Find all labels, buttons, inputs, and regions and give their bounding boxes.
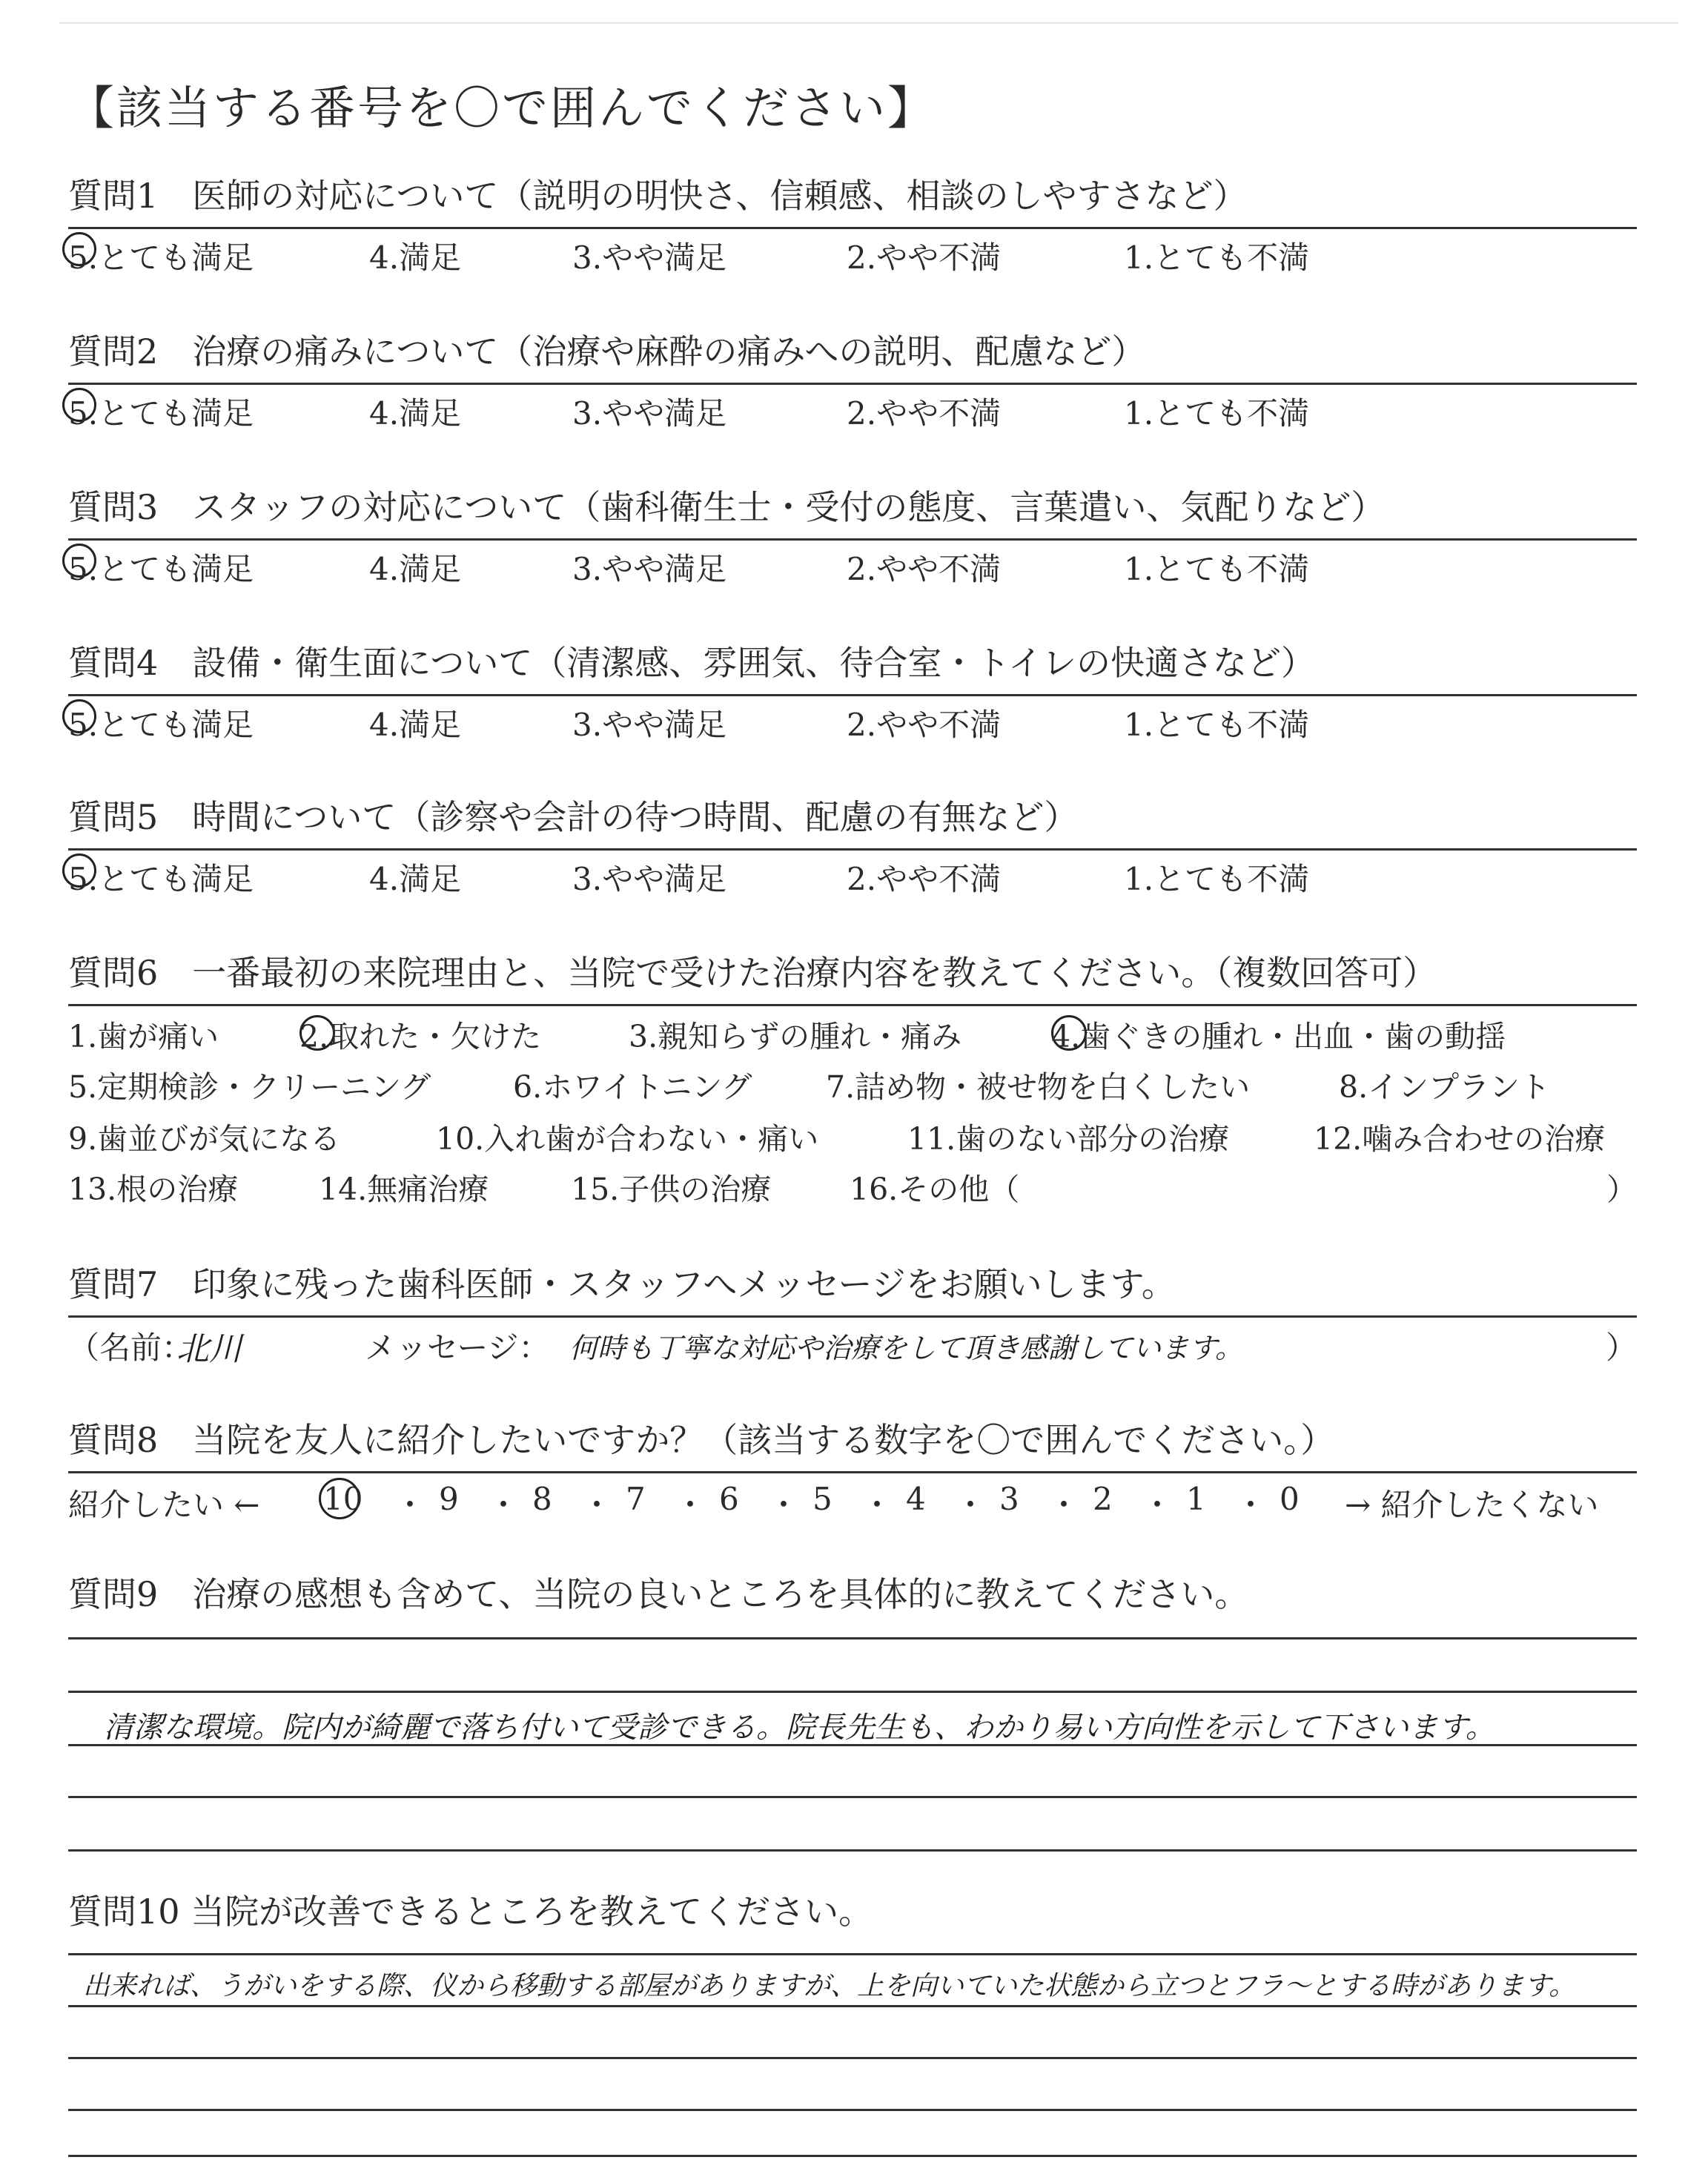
- scale-dot: ・: [581, 1487, 613, 1523]
- recommend-left-label: 紹介したい ←: [68, 1487, 260, 1523]
- name-label: （名前：: [68, 1330, 193, 1366]
- scale-10[interactable]: 10: [323, 1481, 363, 1517]
- scale-dot: ・: [1142, 1487, 1174, 1523]
- scale-dot: ・: [955, 1487, 987, 1523]
- writing-line: [68, 1691, 1637, 1693]
- question-9: [68, 1571, 1637, 1618]
- option-10[interactable]: 10.入れ歯が合わない・痛い: [436, 1121, 819, 1157]
- choice-5[interactable]: 5.とても満足: [68, 240, 254, 276]
- writing-line: [68, 1637, 1637, 1639]
- option-16[interactable]: 16.その他（: [850, 1172, 1020, 1207]
- scale-dot: ・: [1235, 1487, 1267, 1523]
- option-4[interactable]: 4.歯ぐきの腫れ・出血・歯の動揺: [1051, 1019, 1506, 1054]
- choice-3[interactable]: 3.やや満足: [572, 395, 727, 432]
- page-title: 【該当する番号を〇で囲んでください】: [68, 81, 936, 135]
- choice-3[interactable]: 3.やや満足: [572, 240, 727, 276]
- choice-3[interactable]: 3.やや満足: [572, 551, 727, 587]
- scale-7[interactable]: 7: [626, 1481, 646, 1517]
- scale-3[interactable]: 3: [999, 1481, 1019, 1517]
- recommend-right-label: → 紹介したくない: [1345, 1487, 1599, 1523]
- choice-2[interactable]: 2.やや不満: [847, 240, 1002, 276]
- choice-2[interactable]: 2.やや不満: [847, 861, 1002, 897]
- rating-choices: [68, 851, 1637, 895]
- writing-line: [68, 1744, 1637, 1746]
- option-13[interactable]: 13.根の治療: [68, 1172, 239, 1207]
- choice-5[interactable]: 5.とても満足: [68, 707, 254, 743]
- name-handwriting[interactable]: 北川: [176, 1330, 242, 1368]
- rating-choices: [68, 229, 1637, 274]
- message-handwriting[interactable]: 何時も丁寧な対応や治療をして頂き感謝しています。: [569, 1332, 1243, 1364]
- rating-choices: [68, 385, 1637, 432]
- choice-2[interactable]: 2.やや不満: [847, 395, 1002, 432]
- choice-3[interactable]: 3.やや満足: [572, 861, 727, 897]
- question-10-heading: 質問10 当院が改善できるところを教えてください。: [68, 1892, 873, 1932]
- choice-4[interactable]: 4.満足: [369, 707, 462, 743]
- option-8[interactable]: 8.インプラント: [1339, 1069, 1551, 1105]
- question-4-heading: 質問4 設備・衛生面について（清潔感、雰囲気、待合室・トイレの快適さなど）: [68, 643, 1316, 683]
- choice-1[interactable]: 1.とても不満: [1124, 395, 1310, 432]
- option-3[interactable]: 3.親知らずの腫れ・痛み: [629, 1019, 962, 1054]
- choice-5[interactable]: 5.とても満足: [68, 861, 254, 897]
- message-row: [68, 1318, 1637, 1370]
- writing-line: [68, 1796, 1637, 1798]
- scale-5[interactable]: 5: [812, 1481, 833, 1517]
- question-6-heading: 質問6 一番最初の来院理由と、当院で受けた治療内容を教えてください。（複数回答可）: [68, 953, 1437, 993]
- choice-5[interactable]: 5.とても満足: [68, 395, 254, 432]
- option-16-close: ）: [1606, 1172, 1637, 1207]
- scale-dot: ・: [488, 1487, 520, 1523]
- option-14[interactable]: 14.無痛治療: [319, 1172, 489, 1207]
- option-2[interactable]: 2.取れた・欠けた: [299, 1019, 542, 1054]
- question-2: [68, 328, 1637, 432]
- choice-5[interactable]: 5.とても満足: [68, 551, 254, 587]
- choice-4[interactable]: 4.満足: [369, 861, 462, 897]
- question-5-heading: 質問5 時間について（診察や会計の待つ時間、配慮の有無など）: [68, 797, 1079, 837]
- choice-1[interactable]: 1.とても不満: [1124, 707, 1310, 743]
- choice-1[interactable]: 1.とても不満: [1124, 861, 1310, 897]
- question-1: [68, 172, 1637, 274]
- question-7-heading: 質問7 印象に残った歯科医師・スタッフへメッセージをお願いします。: [68, 1264, 1176, 1304]
- choice-2[interactable]: 2.やや不満: [847, 551, 1002, 587]
- question-1-heading: 質問1 医師の対応について（説明の明快さ、信頼感、相談のしやすさなど）: [68, 176, 1248, 216]
- q9-answer-handwriting[interactable]: 清潔な環境。院内が綺麗で落ち付いて受診できる。院長先生も、わかり易い方向性を示して下さいます。: [104, 1711, 1495, 1745]
- choice-1[interactable]: 1.とても不満: [1124, 551, 1310, 587]
- choice-2[interactable]: 2.やや不満: [847, 707, 1002, 743]
- question-3: [68, 483, 1637, 585]
- question-4: [68, 639, 1637, 741]
- option-11[interactable]: 11.歯のない部分の治療: [907, 1121, 1230, 1157]
- choice-4[interactable]: 4.満足: [369, 395, 462, 432]
- scale-dot: ・: [675, 1487, 706, 1523]
- option-12[interactable]: 12.噛み合わせの治療: [1314, 1121, 1606, 1157]
- writing-line: [68, 2155, 1637, 2157]
- scale-4[interactable]: 4: [906, 1481, 926, 1517]
- scale-6[interactable]: 6: [719, 1481, 739, 1517]
- question-8: [68, 1416, 1637, 1523]
- option-5[interactable]: 5.定期検診・クリーニング: [68, 1069, 431, 1105]
- q10-answer-handwriting[interactable]: 出来れば、うがいをする際、仪から移動する部屋がありますが、上を向いていた状態から立つとフラ～とする時があります。: [83, 1971, 1576, 2001]
- rating-choices: [68, 696, 1637, 741]
- rating-choices: [68, 541, 1637, 585]
- question-8-heading: 質問8 当院を友人に紹介したいですか？（該当する数字を〇で囲んでください。）: [68, 1420, 1335, 1460]
- choice-4[interactable]: 4.満足: [369, 551, 462, 587]
- writing-line: [68, 1849, 1637, 1852]
- top-rule: [59, 22, 1678, 24]
- option-15[interactable]: 15.子供の治療: [571, 1172, 772, 1207]
- question-5: [68, 793, 1637, 895]
- question-10: [68, 1888, 1637, 1935]
- scale-0[interactable]: 0: [1280, 1481, 1300, 1517]
- choice-4[interactable]: 4.満足: [369, 240, 462, 276]
- option-6[interactable]: 6.ホワイトニング: [513, 1069, 752, 1105]
- writing-line: [68, 2005, 1637, 2007]
- scale-8[interactable]: 8: [532, 1481, 552, 1517]
- scale-dot: ・: [768, 1487, 800, 1523]
- option-9[interactable]: 9.歯並びが気になる: [68, 1121, 341, 1157]
- writing-line: [68, 2109, 1637, 2111]
- question-7: [68, 1261, 1637, 1370]
- question-9-heading: 質問9 治療の感想も含めて、当院の良いところを具体的に教えてください。: [68, 1574, 1249, 1614]
- question-2-heading: 質問2 治療の痛みについて（治療や麻酔の痛みへの説明、配慮など）: [68, 331, 1146, 371]
- scale-2[interactable]: 2: [1093, 1481, 1113, 1517]
- scale-1[interactable]: 1: [1186, 1481, 1206, 1517]
- writing-line: [68, 2057, 1637, 2059]
- recommend-scale: [68, 1473, 1637, 1523]
- option-1[interactable]: 1.歯が痛い: [68, 1019, 219, 1054]
- option-7[interactable]: 7.詰め物・被せ物を白くしたい: [826, 1069, 1251, 1105]
- question-3-heading: 質問3 スタッフの対応について（歯科衛生士・受付の態度、言葉遣い、気配りなど）: [68, 487, 1386, 527]
- reason-options: [68, 1006, 1637, 1221]
- scale-dot: ・: [394, 1487, 426, 1523]
- message-close: ）: [1605, 1330, 1637, 1366]
- scale-dot: ・: [1048, 1487, 1080, 1523]
- scale-dot: ・: [861, 1487, 893, 1523]
- choice-1[interactable]: 1.とても不満: [1124, 240, 1310, 276]
- choice-3[interactable]: 3.やや満足: [572, 707, 727, 743]
- message-label: メッセージ：: [365, 1330, 550, 1366]
- writing-line: [68, 1953, 1637, 1955]
- scale-9[interactable]: 9: [439, 1481, 459, 1517]
- question-6: [68, 949, 1637, 1221]
